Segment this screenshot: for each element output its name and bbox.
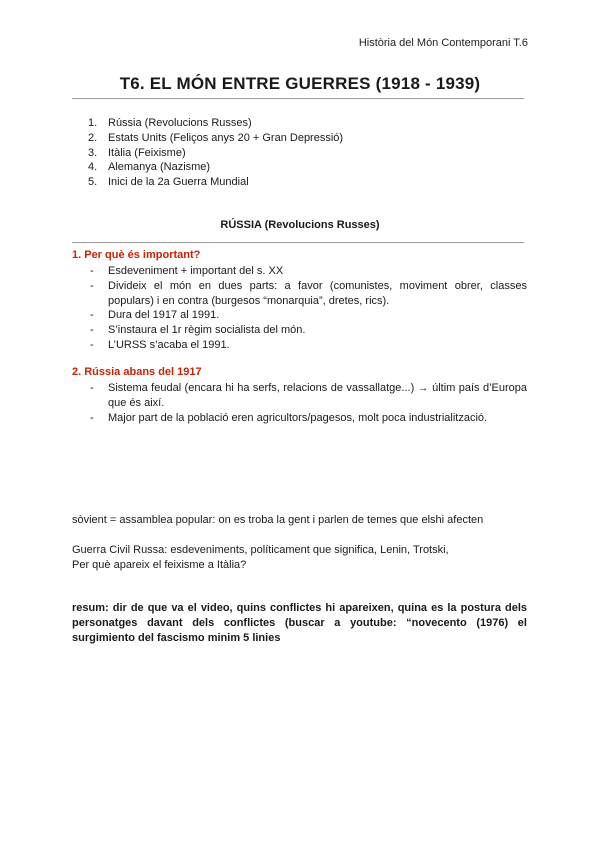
- toc-item: [88, 160, 343, 175]
- subheading-importance: 1. Per què és important?: [72, 249, 201, 261]
- subheading-before-1917: 2. Rússia abans del 1917: [72, 366, 202, 378]
- before-1917-list: [72, 381, 527, 425]
- list-item-text: Dura del 1917 al 1991.: [108, 309, 220, 322]
- table-of-contents: [88, 116, 343, 190]
- list-item: - L’URSS s’acaba el 1991.: [72, 338, 527, 353]
- toc-text: Inici de la 2a Guerra Mundial: [108, 176, 249, 189]
- course-header: Història del Món Contemporani T.6: [358, 37, 528, 49]
- list-item: - Divideix el món en dues parts: a favor (comunistes, moviment obrer, classes populars) i en contra (burgesos “monarquia”, dretes, rics).: [90, 279, 527, 307]
- list-item-text: Divideix el món en dues parts: a favor (comunistes, moviment obrer, classes populars) i en contra (burgesos “monarquia”, dretes, rics).: [108, 279, 527, 307]
- list-item: - Major part de la població eren agricultors/pagesos, molt poca industrialització.: [72, 411, 527, 426]
- list-item-text: Major part de la població eren agricultors/pagesos, molt poca industrialització.: [108, 411, 488, 424]
- toc-item: [88, 131, 343, 146]
- fascism-question: Per què apareix el feixisme a Itàlia?: [72, 559, 247, 571]
- list-item-text: Sistema feudal (encara hi ha serfs, relacions de vassallatge...) → últim país d’Europa que és així.: [108, 382, 527, 409]
- toc-item: [88, 116, 343, 131]
- toc-number: 2.: [88, 131, 98, 144]
- toc-text: Estats Units (Feliços anys 20 + Gran Depressió): [108, 131, 344, 144]
- list-item: - Dura del 1917 al 1991.: [72, 308, 527, 323]
- list-item-text: S’instaura el 1r règim socialista del món.: [108, 324, 306, 337]
- soviet-note: sòvient = assamblea popular: on es troba la gent i parlen de temes que elshi afecten: [72, 514, 484, 526]
- civil-war-note: Guerra Civil Russa: esdeveniments, políticament que significa, Lenin, Trotski,: [72, 544, 449, 556]
- toc-text: Itàlia (Feixisme): [108, 146, 186, 159]
- section-divider: [72, 242, 524, 243]
- list-item: - S’instaura el 1r règim socialista del món.: [72, 323, 527, 338]
- summary-assignment: resum: dir de que va el video, quins conflictes hi apareixen, quina es la postura dels personatges davant dels conflictes (buscar a youtube: “novecento (1976) el surgimiento del fascismo minim 5 linies: [72, 602, 527, 644]
- toc-text: Alemanya (Nazisme): [108, 161, 211, 174]
- section-heading: RÚSSIA (Revolucions Russes): [220, 219, 380, 231]
- toc-number: 5.: [88, 176, 98, 189]
- list-item: - Esdeveniment + important del s. XX: [72, 264, 527, 279]
- toc-text: Rússia (Revolucions Russes): [108, 117, 252, 129]
- toc-number: 3.: [88, 146, 98, 159]
- list-item-text: L’URSS s’acaba el 1991.: [108, 338, 230, 351]
- importance-list: [72, 264, 527, 353]
- toc-number: 1.: [88, 117, 98, 129]
- title-divider: [72, 98, 524, 99]
- list-item: - Sistema feudal (encara hi ha serfs, relacions de vassallatge...) → últim país d’Europa que és així.: [90, 382, 527, 409]
- list-item-text: Esdeveniment + important del s. XX: [108, 265, 284, 277]
- toc-number: 4.: [88, 161, 98, 174]
- page-title: T6. EL MÓN ENTRE GUERRES (1918 - 1939): [119, 74, 481, 93]
- toc-item: [88, 146, 343, 161]
- toc-item: [88, 175, 343, 190]
